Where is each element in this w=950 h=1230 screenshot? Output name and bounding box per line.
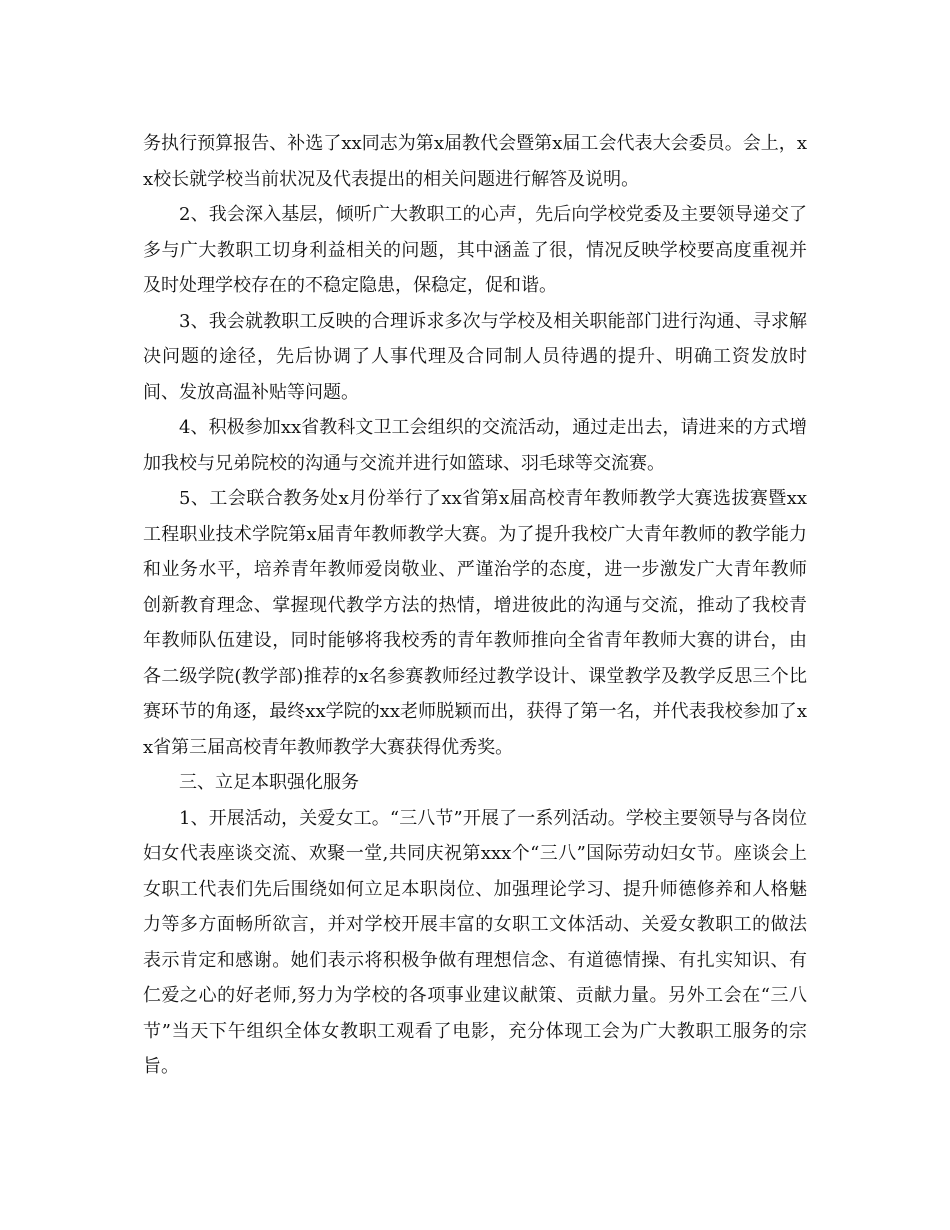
section-heading: 三、立足本职强化服务	[179, 772, 359, 793]
paragraph-continued: 务执行预算报告、补选了xx同志为第x届教代会暨第x届工会代表大会委员。会上，xx校长就学校当前状况及代表提出的相关问题进行解答及说明。	[143, 133, 807, 190]
document-body	[143, 126, 807, 1085]
paragraph-item-1: 1、开展活动，关爱女工。“三八节”开展了一系列活动。学校主要领导与各岗位妇女代表座谈交流、欢聚一堂,共同庆祝第xxx个“三八”国际劳动妇女节。座谈会上女职工代表们先后围绕如何立足本职岗位、加强理论学习、提升师德修养和人格魅力等多方面畅所欲言，并对学校开展丰富的女职工文体活动、关爱女教职工的做法表示肯定和感谢。她们表示将积极争做有理想信念、有道德情操、有扎实知识、有仁爱之心的好老师,努力为学校的各项事业建议献策、贡献力量。另外工会在“三八节”当天下午组织全体女教职工观看了电影，充分体现工会为广大教职工服务的宗旨。	[143, 807, 807, 1077]
paragraph-item-3: 3、我会就教职工反映的合理诉求多次与学校及相关职能部门进行沟通、寻求解决问题的途径，先后协调了人事代理及合同制人员待遇的提升、明确工资发放时间、发放高温补贴等问题。	[143, 310, 807, 403]
paragraph-item-4: 4、积极参加xx省教科文卫工会组织的交流活动，通过走出去，请进来的方式增加我校与兄弟院校的沟通与交流并进行如篮球、羽毛球等交流赛。	[143, 417, 807, 474]
paragraph-item-5: 5、工会联合教务处x月份举行了xx省第x届高校青年教师教学大赛选拔赛暨xx工程职业技术学院第x届青年教师教学大赛。为了提升我校广大青年教师的教学能力和业务水平，培养青年教师爱岗敬业、严谨治学的态度，进一步激发广大青年教师创新教育理念、掌握现代教学方法的热情，增进彼此的沟通与交流，推动了我校青年教师队伍建设，同时能够将我校秀的青年教师推向全省青年教师大赛的讲台，由各二级学院(教学部)推荐的x名参赛教师经过教学设计、课堂教学及教学反思三个比赛环节的角逐，最终xx学院的xx老师脱颖而出，获得了第一名，并代表我校参加了xx省第三届高校青年教师教学大赛获得优秀奖。	[143, 488, 807, 758]
paragraph-item-2: 2、我会深入基层，倾听广大教职工的心声，先后向学校党委及主要领导递交了多与广大教职工切身利益相关的问题，其中涵盖了很，情况反映学校要高度重视并及时处理学校存在的不稳定隐患，保稳定，促和谐。	[143, 204, 807, 296]
